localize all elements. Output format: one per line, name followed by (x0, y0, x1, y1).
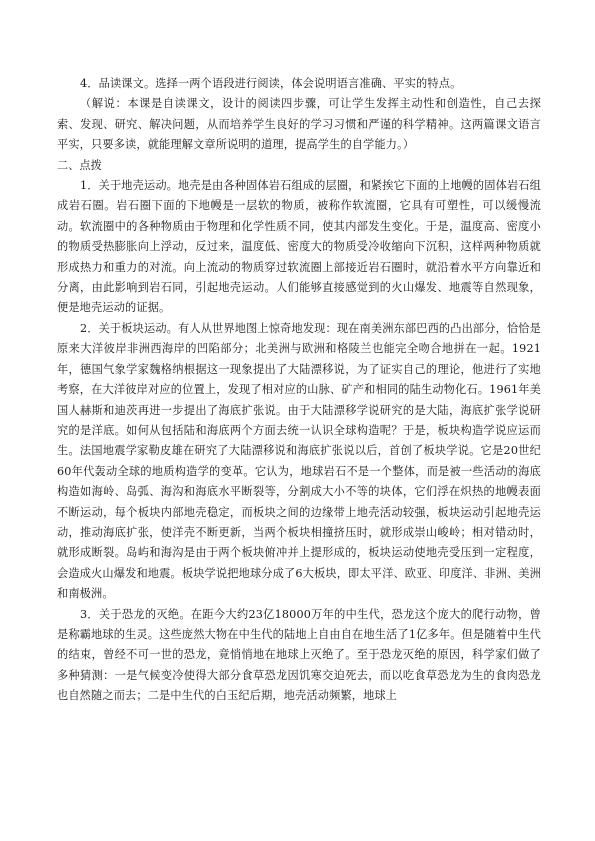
point-2-paragraph: 2．关于板块运动。有人从世界地图上惊奇地发现：现在南美洲东部巴西的凸出部分，恰恰是原来大洋彼岸非洲西海岸的凹陷部分；北美洲与欧洲和格陵兰也能完全吻合地拼在一起。1921年，德国气象学家魏格纳根据这一现象提出了大陆漂移说，为了证实自己的理论，他进行了实地考察，在大洋彼岸对应的位置上，发现了相对应的山脉、矿产和相同的陆生动物化石。1961年美国人赫斯和迪茨再进一步提出了海底扩张说。由于大陆漂移学说研究的是大陆，海底扩张学说研究的是洋底。如何从包括陆和海底两个方面去统一认识全球构造呢？于是，板块构造学说应运而生。法国地震学家勒皮雄在研究了大陆漂移说和海底扩张说以后，首创了板块学说。它是20世纪60年代轰动全球的地质构造学的变革。它认为，地球岩石不是一个整体，而是被一些活动的海底构造如海岭、岛弧、海沟和海底水平断裂等，分割成大小不等的块体，它们浮在炽热的地幔表面不断运动，每个板块内部地壳稳定，而板块之间的边缘带上地壳活动较强，板块运动引起地壳运动，推动海底扩张，使洋壳不断更新，当两个板块相撞挤压时，就形成崇山峻岭；相对错动时，就形成断裂。岛屿和海沟是由于两个板块俯冲并上提形成的，板块运动使地壳受压到一定程度，会造成火山爆发和地震。板块学说把地球分成了6大板块，即太平洋、欧亚、印度洋、非洲、美洲和南极洲。 (57, 321, 541, 601)
note-paragraph: （解说：本课是自读课文，设计的阅读四步骤，可让学生发挥主动性和创造性，自己去探索、发现、研究、解决问题，从而培养学生良好的学习习惯和严谨的科学精神。这两篇课文语言平实，只要多读，就能理解文章所说明的道理，提高学生的自学能力。） (57, 97, 541, 152)
section-heading: 二、点拨 (57, 158, 102, 172)
point-3-paragraph: 3．关于恐龙的灭绝。在距今大约23亿18000万年的中生代，恐龙这个庞大的爬行动物，曾是称霸地球的生灵。这些庞然大物在中生代的陆地上自由自在地生活了1亿多年。但是随着中生代的结束，曾经不可一世的恐龙，竟悄悄地在地球上灭绝了。至于恐龙灭绝的原因，科学家们做了多种猜测：一是气候变冷使得大部分食草恐龙因饥寒交迫死去，而以吃食草恐龙为生的食肉恐龙也自然随之而去；二是中生代的白玉纪后期，地壳活动频繁，地球上 (57, 607, 541, 703)
item-4-paragraph: 4．品读课文。选择一两个语段进行阅读，体会说明语言准确、平实的特点。 (80, 77, 462, 90)
document-body (57, 74, 541, 707)
point-1-paragraph: 1．关于地壳运动。地壳是由各种固体岩石组成的层圈，和紧挨它下面的上地幔的固体岩石组成岩石圈。岩石圈下面的下地幔是一层软的物质，被称作软流圈，它具有可塑性，可以缓慢流动。软流圈中的各种物质由于物理和化学性质不同，使其内部发生变化。于是，温度高、密度小的物质受热膨胀向上浮动，反过来，温度低、密度大的物质受冷收缩向下沉积，这样两种物质就形成热力和重力的对流。向上流动的物质穿过软流圈上部接近岩石圈时，就沿着水平方向靠近和分离，由此影响到岩石同，引起地壳运动。人们能够直接感觉到的火山爆发、地震等自然现象，便是地壳运动的证据。 (57, 179, 541, 315)
